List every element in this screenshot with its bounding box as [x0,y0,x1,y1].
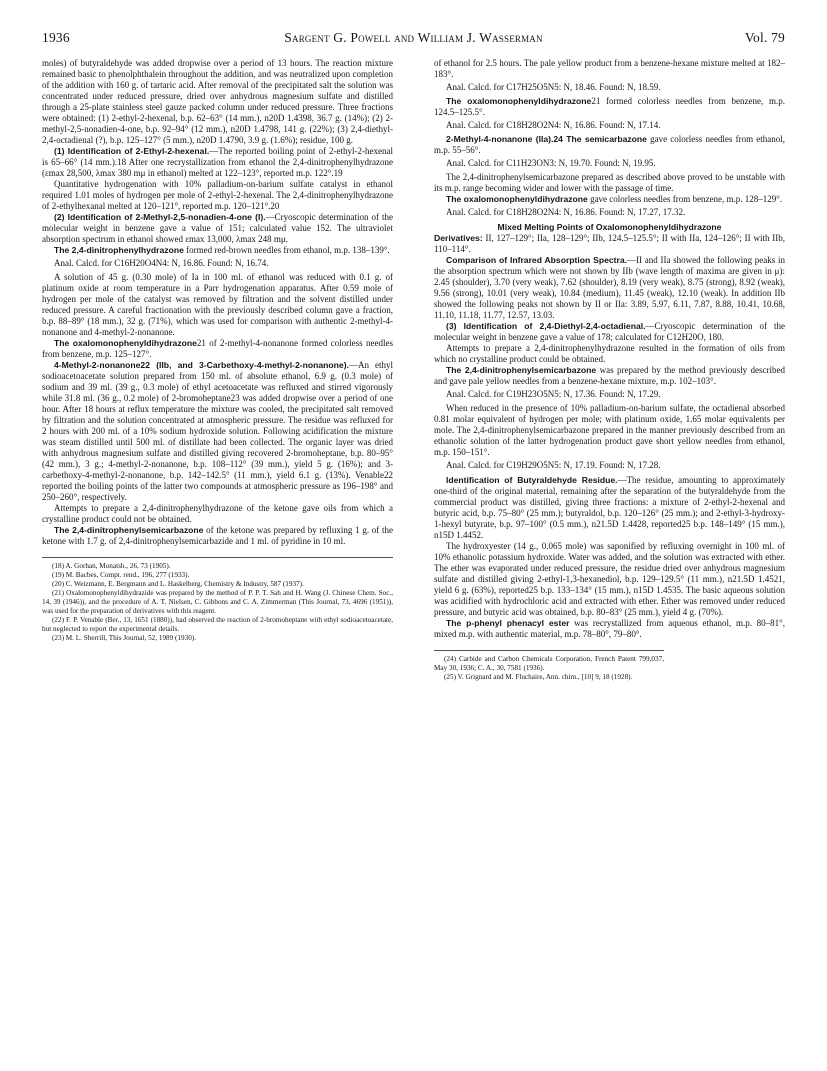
paragraph-text: formed red-brown needles from ethanol, m.p. 138–139°. [183,245,390,255]
paragraph [434,618,785,640]
paragraph-text: —II and IIa showed the following peaks in the absorption spectrum which were not shown by IIb (wave length of maxima are given in μ): 2.45 (shoulder), 3.70 (very weak), 7.62 (shoulder), 8.19 (very weak), 8.75 (strong), 8.92 (weak), 9.56 (strong), 10.01 (very weak), 10.84 (medium), 11.45 (weak), 12.10 (weak). In addition IIb showed the following peaks not shown by II or IIa: 3.89, 5.97, 6.11, 7.87, 8.88, 10.41, 10.68, 11.10, 11.18, 11.77, 12.57, 13.03. [434,255,785,320]
footnote: (21) Oxalomonophenyldihydrazide was prepared by the method of P. P. T. Sah and H. Wang (J. Chinese Chem. Soc., 14, 39 (1946)), and the procedure of A. T. Nielsen, C. Gibbons and C. A. Zimmerman (This Journal, 73, 4696 (1951)), was used for the preparation of derivatives with this reagent. [42,589,393,615]
paragraph: Attempts to prepare a 2,4-dinitrophenylhydrazone resulted in the formation of oils from which no crystalline product could be obtained. [434,343,785,364]
paragraph-text: was prepared by the method previously described and gave pale yellow needles from a benzene-hexane mixture, m.p. 102–103°. [434,365,785,386]
paragraph: Attempts to prepare a 2,4-dinitrophenylhydrazone of the ketone gave oils from which a crystalline product could not be obtained. [42,503,393,524]
section-heading: (2) Identification of 2-Methyl-2,5-nonadien-4-one (I). [54,212,266,222]
paragraph-text: —An ethyl sodioacetoacetate solution prepared from 150 ml. of absolute ethanol, 6.9 g. (0.3 mole) of sodium and 39 ml. (39 g., 0.3 mole) of ethyl acetoacetate was refluxed and stirred vigorously while 31.8 ml. (36 g., 0.2 mole) of 2-bromoheptane23 was added dropwise over a period of one hour. After 18 hours at reflux temperature the mixture was cooled, the precipitated salt removed by filtration and the solution concentrated at atmospheric pressure. The residue was refluxed for 2 hours with 200 ml. of a 10% sodium hydroxide solution. Following acidification the mixture was steam distilled until 500 ml. of distillate had been collected. The organic layer was dried with anhydrous magnesium sulfate and distilled giving recovered 2-bromoheptane, b.p. 80–95° (42 mm.), 3 g.; 4-methyl-2-nonanone, b.p. 108–112° (39 mm.), yield 5 g. (16%); and 3-carbethoxy-4-methyl-2-nonanone, b.p. 142–142.5° (11 mm.), yield 6.1 g. (13%). Venable22 reported the boiling points of the latter two compounds at atmospheric pressure as 196–198° and 250–260°, respectively. [42,360,393,502]
section-heading: The oxalomonophenyldihydrazone [446,194,588,204]
footnote: (20) C. Weizmann, E. Bergmann and L. Haskelberg, Chemistry & Industry, 587 (1937). [52,580,304,588]
analysis-line: Anal. Calcd. for C19H23O5N5: N, 17.36. Found: N, 17.29. [446,389,661,399]
page-header [42,30,785,50]
paragraph: When reduced in the presence of 10% palladium-on-barium sulfate, the octadienal absorbed 0.81 molar equivalent of hydrogen per mole; with platinum oxide, 1.65 molar equivalents per mole. The 2,4-dinitrophenylsemicarbazone prepared in the manner previously described from an ethanolic solution of the latter hydrogenation product gave short yellow needles from ethanol, m.p. 150–151°. [434,403,785,457]
left-column [42,58,393,643]
paragraph [434,255,785,321]
paragraph-text: —The residue, amounting to approximately one-third of the original material, remaining after the separation of the butyraldehyde from the commercial product was distilled, giving three fractions: a mixture of 2-ethyl-2-hexenal and butyric acid, b.p. 75–80° (25 mm.); butyraldol, b.p. 120–126° (25 mm.); and 2-ethyl-3-hydroxy-1-hexyl butyrate, b.p. 97–100° (0.5 mm.), n21.5D 1.4428, reported25 b.p. 148–149° (15 mm.), n15D 1.4452. [434,475,785,540]
paragraph [42,212,393,245]
section-heading: The 2,4-dinitrophenylhydrazone [54,245,184,255]
paragraph: The hydroxyester (14 g., 0.065 mole) was saponified by refluxing overnight in 100 ml. of 10% ethanolic potassium hydroxide. Water was added, and the solution was extracted with ether. The ether was evaporated under reduced pressure, the residue dried over anhydrous magnesium sulfate and distilled giving 2-ethyl-1,3-hexanediol, b.p. 129–129.5° (11 mm.), n21.5D 1.4521, yield 6 g. (63%), reported25 b.p. 133–134° (15 mm.), n15D 1.4535. The basic aqueous solution was acidified with hydrochloric acid and extracted with ether. Ether was removed under reduced pressure, and butyric acid was obtained, b.p. 80–83° (25 mm.), yield 4 g. (70%). [434,541,785,617]
analysis-line: Anal. Calcd. for C11H23ON3: N, 19.70. Found: N, 19.95. [446,158,656,168]
paragraph: moles) of butyraldehyde was added dropwise over a period of 13 hours. The reaction mixture remained basic to phenolphthalein throughout the addition, and was neutralized upon completion of the addition with 160 g. of tartaric acid. After removal of the precipitated salt the solution was concentrated under reduced pressure, dried over anhydrous magnesium sulfate and distilled through a 25-plate stainless steel gauze packed column under reduced pressure. Three fractions were obtained: (1) 2-ethyl-2-hexenal, b.p. 62–63° (14 mm.), n20D 1.4398, 36.7 g. (14%); (2) 2-methyl-2,5-nonadien-4-one, b.p. 92–94° (12 mm.), n20D 1.4798, 141 g. (22%); (3) 2,4-diethyl-2,4-octadienal (?), b.p. 125–127° (5 mm.), n20D 1.4790, 3.9 g. (1.6%); residue, 100 g. [42,58,393,145]
paragraph: A solution of 45 g. (0.30 mole) of Ia in 100 ml. of ethanol was reduced with 0.1 g. of platinum oxide at room temperature in a Parr hydrogenation apparatus. After 0.59 mole of hydrogen per mole of the catalyst was removed by filtration and the solvent distilled under reduced pressure. A careful fractionation with the previously described column gave a fraction, b.p. 88–89° (18 mm.), 32 g. (71%), which was used for comparison with authentic 2-methyl-4-nonanone and 4-methyl-2-nonanone. [42,272,393,337]
paragraph: of ethanol for 2.5 hours. The pale yellow product from a benzene-hexane mixture melted at 182–183°. [434,58,785,79]
running-head-authors: Sargent G. Powell and William J. Wasserman [284,30,543,45]
footnotes [434,650,664,682]
section-heading: Derivatives: [434,233,483,243]
paragraph [434,475,785,541]
paragraph [434,321,785,343]
paragraph-text: was recrystallized from aqueous ethanol, m.p. 80–81°, mixed m.p. with authentic material, m.p. 78–80°, 79–80°. [434,618,786,639]
analysis-line: Anal. Calcd. for C18H28O2N4: N, 16.86. Found: N, 17.14. [446,120,661,130]
section-heading: (3) Identification of 2,4-Diethyl-2,4-octadienal. [446,321,646,331]
paragraph [434,134,785,156]
footnote: (18) A. Gorhan, Monatsh., 26, 73 (1905). [52,562,171,570]
section-heading: The oxalomonophenyldihydrazone [446,96,592,106]
paragraph-text: 21 of 2-methyl-4-nonanone formed colorless needles from benzene, m.p. 125–127°. [42,338,393,359]
paragraph [434,233,785,255]
analysis-line: Anal. Calcd. for C16H20O4N4: N, 16.86. Found: N, 16.74. [54,258,269,268]
analysis-line: Anal. Calcd. for C19H29O5N5: N, 17.19. Found: N, 17.28. [446,460,661,470]
paragraph-text: 21 formed colorless needles from benzene, m.p. 124.5–125.5°. [434,96,785,117]
paragraph [434,194,785,205]
paragraph: The 2,4-dinitrophenylsemicarbazone prepared as described above proved to be unstable with its m.p. range becoming wider and lower with the passage of time. [434,172,785,193]
paragraph-text: of the ketone was prepared by refluxing 1 g. of the ketone with 1.7 g. of 2,4-dinitrophenylsemicarbazide and 1 ml. of pyridine in 10 ml. [42,525,393,546]
paragraph-text: gave colorless needles from ethanol, m.p. 55–56°. [434,134,786,155]
footnote: (19) M. Bacbes, Compt. rend., 196, 277 (1933). [52,571,190,579]
section-heading: The 2,4-dinitrophenylsemicarbazone [54,525,204,535]
paragraph-text: —Cryoscopic determination of the molecular weight in benzene gave a value of 178; calculated for C12H20O, 180. [434,321,785,342]
footnote: (23) M. L. Sherrill, This Journal, 52, 1989 (1930). [52,634,197,642]
paragraph [42,525,393,547]
paragraph-text: gave colorless needles from benzene, m.p. 128–129°. [587,194,783,204]
section-heading: The 2,4-dinitrophenylsemicarbazone [446,365,597,375]
section-heading: (1) Identification of 2-Ethyl-2-hexenal. [54,146,210,156]
right-column [434,58,785,682]
analysis-line: Anal. Calcd. for C18H28O2N4: N, 16.86. Found: N, 17.27, 17.32. [446,207,686,217]
paragraph [42,245,393,256]
section-heading: Identification of Butyraldehyde Residue. [446,475,618,485]
paragraph [434,96,785,118]
paragraph [42,338,393,360]
paragraph: Quantitative hydrogenation with 10% palladium-on-barium sulfate catalyst in ethanol required 1.01 moles of hydrogen per mole of 2-ethyl-2-hexenal. The 2,4-dinitrophenylhydrazone of 2-ethylhexanal melted at 120–121°, reported m.p. 120–121°.20 [42,179,393,211]
section-heading: 2-Methyl-4-nonanone (IIa).24 [446,134,563,144]
section-title: Mixed Melting Points of Oxalomonophenyldihydrazone [497,222,722,232]
paragraph [42,360,393,503]
paragraph [42,146,393,179]
footnotes [42,557,393,643]
analysis-line: Anal. Calcd. for C17H25O5N5: N, 18.46. Found: N, 18.59. [446,82,661,92]
section-heading: 4-Methyl-2-nonanone22 (IIb, and 3-Carbethoxy-4-methyl-2-nonanone). [54,360,349,370]
paragraph-text: —The reported boiling point of 2-ethyl-2-hexenal is 65–66° (14 mm.).18 After one recrystallization from ethanol the 2,4-dinitrophenylhydrazone (εmax 28,500, λmax 380 mμ in ethanol) melted at 122–123°, reported m.p. 122°.19 [42,146,393,178]
section-heading: Comparison of Infrared Absorption Spectra. [446,255,628,265]
section-heading: The oxalomonophenyldihydrazone [54,338,197,348]
volume-label: Vol. 79 [744,30,785,45]
footnote: (24) Carbide and Carbon Chemicals Corporation, French Patent 799,037, May 30, 1936; C. A., 30, 7581 (1936). [434,655,664,672]
paragraph [434,365,785,387]
footnote: (25) V. Grignard and M. Fluchaire, Ann. chim., [10] 9, 18 (1928). [444,673,633,681]
section-heading: The semicarbazone [562,134,647,144]
page-number: 1936 [42,30,70,45]
footnote: (22) F. P. Venable (Ber., 13, 1651 (1880)), had observed the reaction of 2-bromoheptane with ethyl sodioacetoacetate, but neglected to report the experimental details. [42,616,393,633]
paragraph-text: II, 127–129°; IIa, 128–129°; IIb, 124.5–125.5°; II with IIa, 124–126°; II with IIb, 110–114°. [434,233,785,254]
paragraph-text: —Cryoscopic determination of the molecular weight in benzene gave a value of 151; calculated value 152. The ultraviolet absorption spectrum in ethanol showed εmax 13,000, λmax 248 mμ. [42,212,393,244]
section-heading: The p-phenyl phenacyl ester [446,618,570,628]
